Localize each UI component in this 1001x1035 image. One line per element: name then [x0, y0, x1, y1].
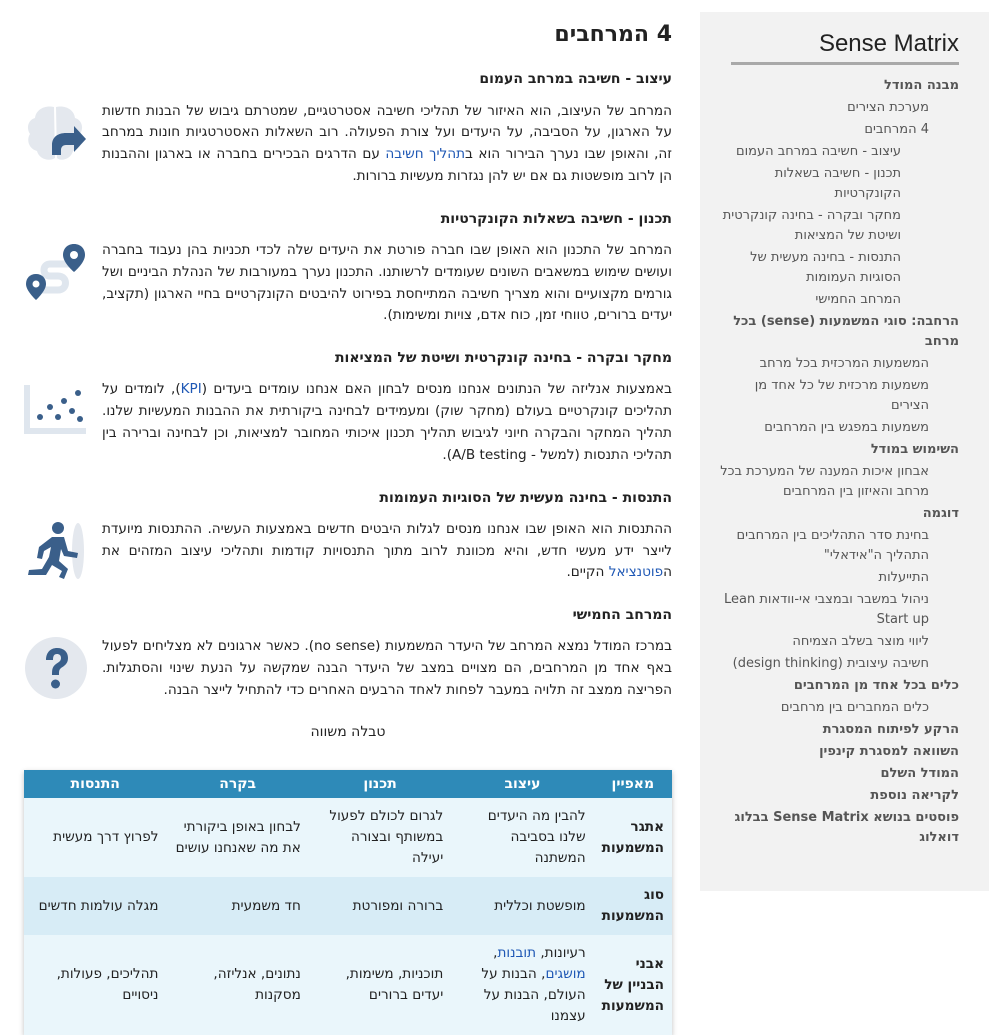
toc-item[interactable]: מבנה המודל [884, 78, 959, 93]
toc-item[interactable]: השוואה למסגרת קינפין [819, 744, 959, 759]
sidebar-toc [700, 12, 989, 891]
comparison-table [24, 770, 672, 1035]
section-title: תכנון - חשיבה בשאלות הקונקרטיות [440, 210, 672, 227]
toc-item[interactable]: המרחב החמישי [815, 292, 901, 307]
table-cell: ברורה ומפורטת [309, 877, 451, 935]
table-cell: להבין מה היעדים שלנו בסביבה המשתנה [451, 798, 593, 877]
table-cell: מופשטת וכללית [451, 877, 593, 935]
question-mark-icon [24, 636, 88, 700]
table-cell: לגרום לכולם לפעול במשותף ובצורה יעילה [309, 798, 451, 877]
table-cell: רעיונות, תובנות, מושגים, הבנות על העולם, הבנות על עצמנו [451, 935, 593, 1035]
page-title: 4 המרחבים [554, 22, 672, 47]
toc-item[interactable]: משמעות במפגש בין המרחבים [764, 420, 929, 435]
toc-item[interactable]: פוסטים בנושא Sense Matrix בבלוג דואלוג [734, 810, 959, 845]
main-content [24, 22, 672, 766]
toc-item[interactable]: לקריאה נוספת [870, 788, 959, 803]
thinking-process-link[interactable]: תהליך חשיבה [385, 146, 466, 163]
column-header: עיצוב [451, 770, 593, 798]
table-cell: מגלה עולמות חדשים [24, 877, 166, 935]
toc-item[interactable]: הרקע לפיתוח המסגרת [822, 722, 959, 737]
column-header: בקרה [166, 770, 308, 798]
table-cell: לבחון באופן ביקורתי את מה שאנחנו עושים [166, 798, 308, 877]
toc-item[interactable]: אבחון איכות המענה של המערכת בכל מרחב והאיזון בין המרחבים [720, 464, 929, 499]
table-header-row [24, 770, 672, 798]
toc-item[interactable]: כלים בכל אחד מן המרחבים [793, 678, 959, 693]
toc-item[interactable]: ניהול במשבר ובמצבי אי-וודאות Lean Start up [724, 592, 929, 627]
toc-item[interactable]: בחינת סדר התהליכים בין המרחבים התהליך ה"אידאלי" [736, 528, 929, 563]
section-text: המרחב של התכנון הוא האופן שבו חברה פורטת את היעדים שלה לכדי תכניות בהן נעבוד בחברה ועושים שימוש במשאבים השונים שעומדים לרשותנו. התכנון נערך במעורבות של הנהלת הביניים ושל גורמים מקצועיים והוא מצריך חשיבה המתייחסת בפירוט להיבטים הקונקרטיים בחיי הארגון (תקציב, יעדים ברורים, טווחי זמן, כוח אדם, צויות ומשימות). [102, 241, 672, 324]
table-row [24, 798, 672, 877]
section-research [24, 349, 672, 466]
column-header: תכנון [309, 770, 451, 798]
toc-item[interactable]: המודל השלם [880, 766, 959, 781]
table-cell: חד משמעית [166, 877, 308, 935]
toc-item[interactable]: תכנון - חשיבה בשאלות הקונקרטיות [774, 166, 901, 201]
sidebar-title: Sense Matrix [731, 30, 959, 65]
toc-item[interactable]: 4 המרחבים [864, 122, 929, 137]
toc-item[interactable]: עיצוב - חשיבה במרחב העמום [736, 144, 901, 159]
table-cell: נתונים, אנליזה, מסקנות [166, 935, 308, 1035]
section-title: המרחב החמישי [572, 607, 672, 624]
route-pins-icon [24, 240, 88, 304]
column-header: מאפיין [594, 770, 672, 798]
toc-item[interactable]: הרחבה: סוגי המשמעות (sense) בכל מרחב [733, 314, 959, 349]
toc-item[interactable]: משמעות מרכזית של כל אחד מן הצירים [754, 378, 929, 413]
toc-item[interactable]: דוגמה [922, 506, 959, 521]
table-cell: תהליכים, פעולות, ניסויים [24, 935, 166, 1035]
section-title: מחקר ובקרה - בחינה קונקרטית ושיטת של המציאות [334, 350, 672, 367]
section-text: ההתנסות הוא האופן שבו אנחנו מנסים לגלות היבטים חדשים באמצעות העשיה. ההתנסות מיועדת לייצר ידע מעשי חדש, והיא מכוונת לרוב מתוך התנסויות קודמות ותהליכי עיצוב המזהים את הפוטנציאל הקיים. [102, 520, 672, 581]
table-row [24, 877, 672, 935]
toc-item[interactable]: חשיבה עיצובית (design thinking) [732, 656, 929, 671]
brain-arrow-icon [24, 101, 88, 165]
toc-list [719, 74, 959, 848]
table-cell: תוכניות, משימות, יעדים ברורים [309, 935, 451, 1035]
concepts-link[interactable]: מושגים [545, 966, 586, 982]
section-design [24, 70, 672, 187]
toc-item[interactable]: התייעלות [878, 570, 929, 585]
section-planning [24, 210, 672, 327]
column-header: התנסות [24, 770, 166, 798]
toc-item[interactable]: כלים המחברים בין מרחבים [780, 700, 929, 715]
section-text: באמצעות אנליזה של הנתונים אנחנו מנסים לבחון האם אנחנו עומדים ביעדים (KPI), לומדים על תהליכים קונקרטיים בעולם (מחקר שוק) ומעמידים לבחינה ביקורתית את ההבנות המעשיות שלנו. תהליך המחקר והבקרה חיוני לגיבוש תהליך תכנון איכותי המחובר למציאות, וכן לבחינה וברירה בין תהליכי התנסות (למשל - A/B testing). [102, 381, 672, 463]
row-header: אתגר המשמעות [594, 798, 672, 877]
table-cell: לפרוץ דרך מעשית [24, 798, 166, 877]
row-header: סוג המשמעות [594, 877, 672, 935]
scatter-plot-icon [24, 379, 88, 443]
insights-link[interactable]: תובנות [497, 945, 537, 961]
table-caption: טבלה משווה [310, 723, 386, 740]
section-fifth-space [24, 606, 672, 702]
toc-item[interactable]: התנסות - בחינה מעשית של הסוגיות העמומות [750, 250, 901, 285]
kpi-link[interactable]: KPI [180, 381, 202, 398]
toc-item[interactable]: מערכת הצירים [847, 100, 929, 115]
potential-link[interactable]: פוטנציאל [608, 564, 664, 581]
row-header: אבני הבניין של המשמעות [594, 935, 672, 1035]
table-row [24, 935, 672, 1035]
toc-item[interactable]: מחקר ובקרה - בחינה קונקרטית ושיטת של המציאות [722, 208, 901, 243]
section-text: במרכז המודל נמצא המרחב של היעדר המשמעות (no sense). כאשר ארגונים לא מצליחים לפעול באף אחד מן המרחבים, הם מצויים במצב של היעדר הבנה שמקשה על הנעת שינוי והסתגלות. הפריצה ממצב זה תלויה במעבר לפחות לאחד הרבעים האחרים כדי להתחיל לייצר הבנה. [102, 638, 672, 698]
section-title: התנסות - בחינה מעשית של הסוגיות העמומות [379, 489, 672, 506]
running-person-icon [24, 519, 88, 583]
toc-item[interactable]: המשמעות המרכזית בכל מרחב [759, 356, 929, 371]
toc-item[interactable]: השימוש במודל [870, 442, 959, 457]
section-text: המרחב של העיצוב, הוא האיזור של תהליכי חשיבה אסטרטגיים, שמטרתם גיבוש של הבנות חדשות על הארגון, על הסביבה, על היעדים ועל צורת הפעולה. רוב השאלות האסטרטגיות חונות במרחב זה, והאופן שבו נערך הבירור הוא בתהליך חשיבה עם הדרגים הבכירים בחברה או בארגון וההבנות הן לרוב מופשטות גם אם יש להן נגזרות מעשיות ברורות. [102, 102, 673, 184]
section-title: עיצוב - חשיבה במרחב העמום [479, 71, 672, 88]
section-experiment [24, 489, 672, 585]
toc-item[interactable]: ליווי מוצר בשלב הצמיחה [792, 634, 929, 649]
